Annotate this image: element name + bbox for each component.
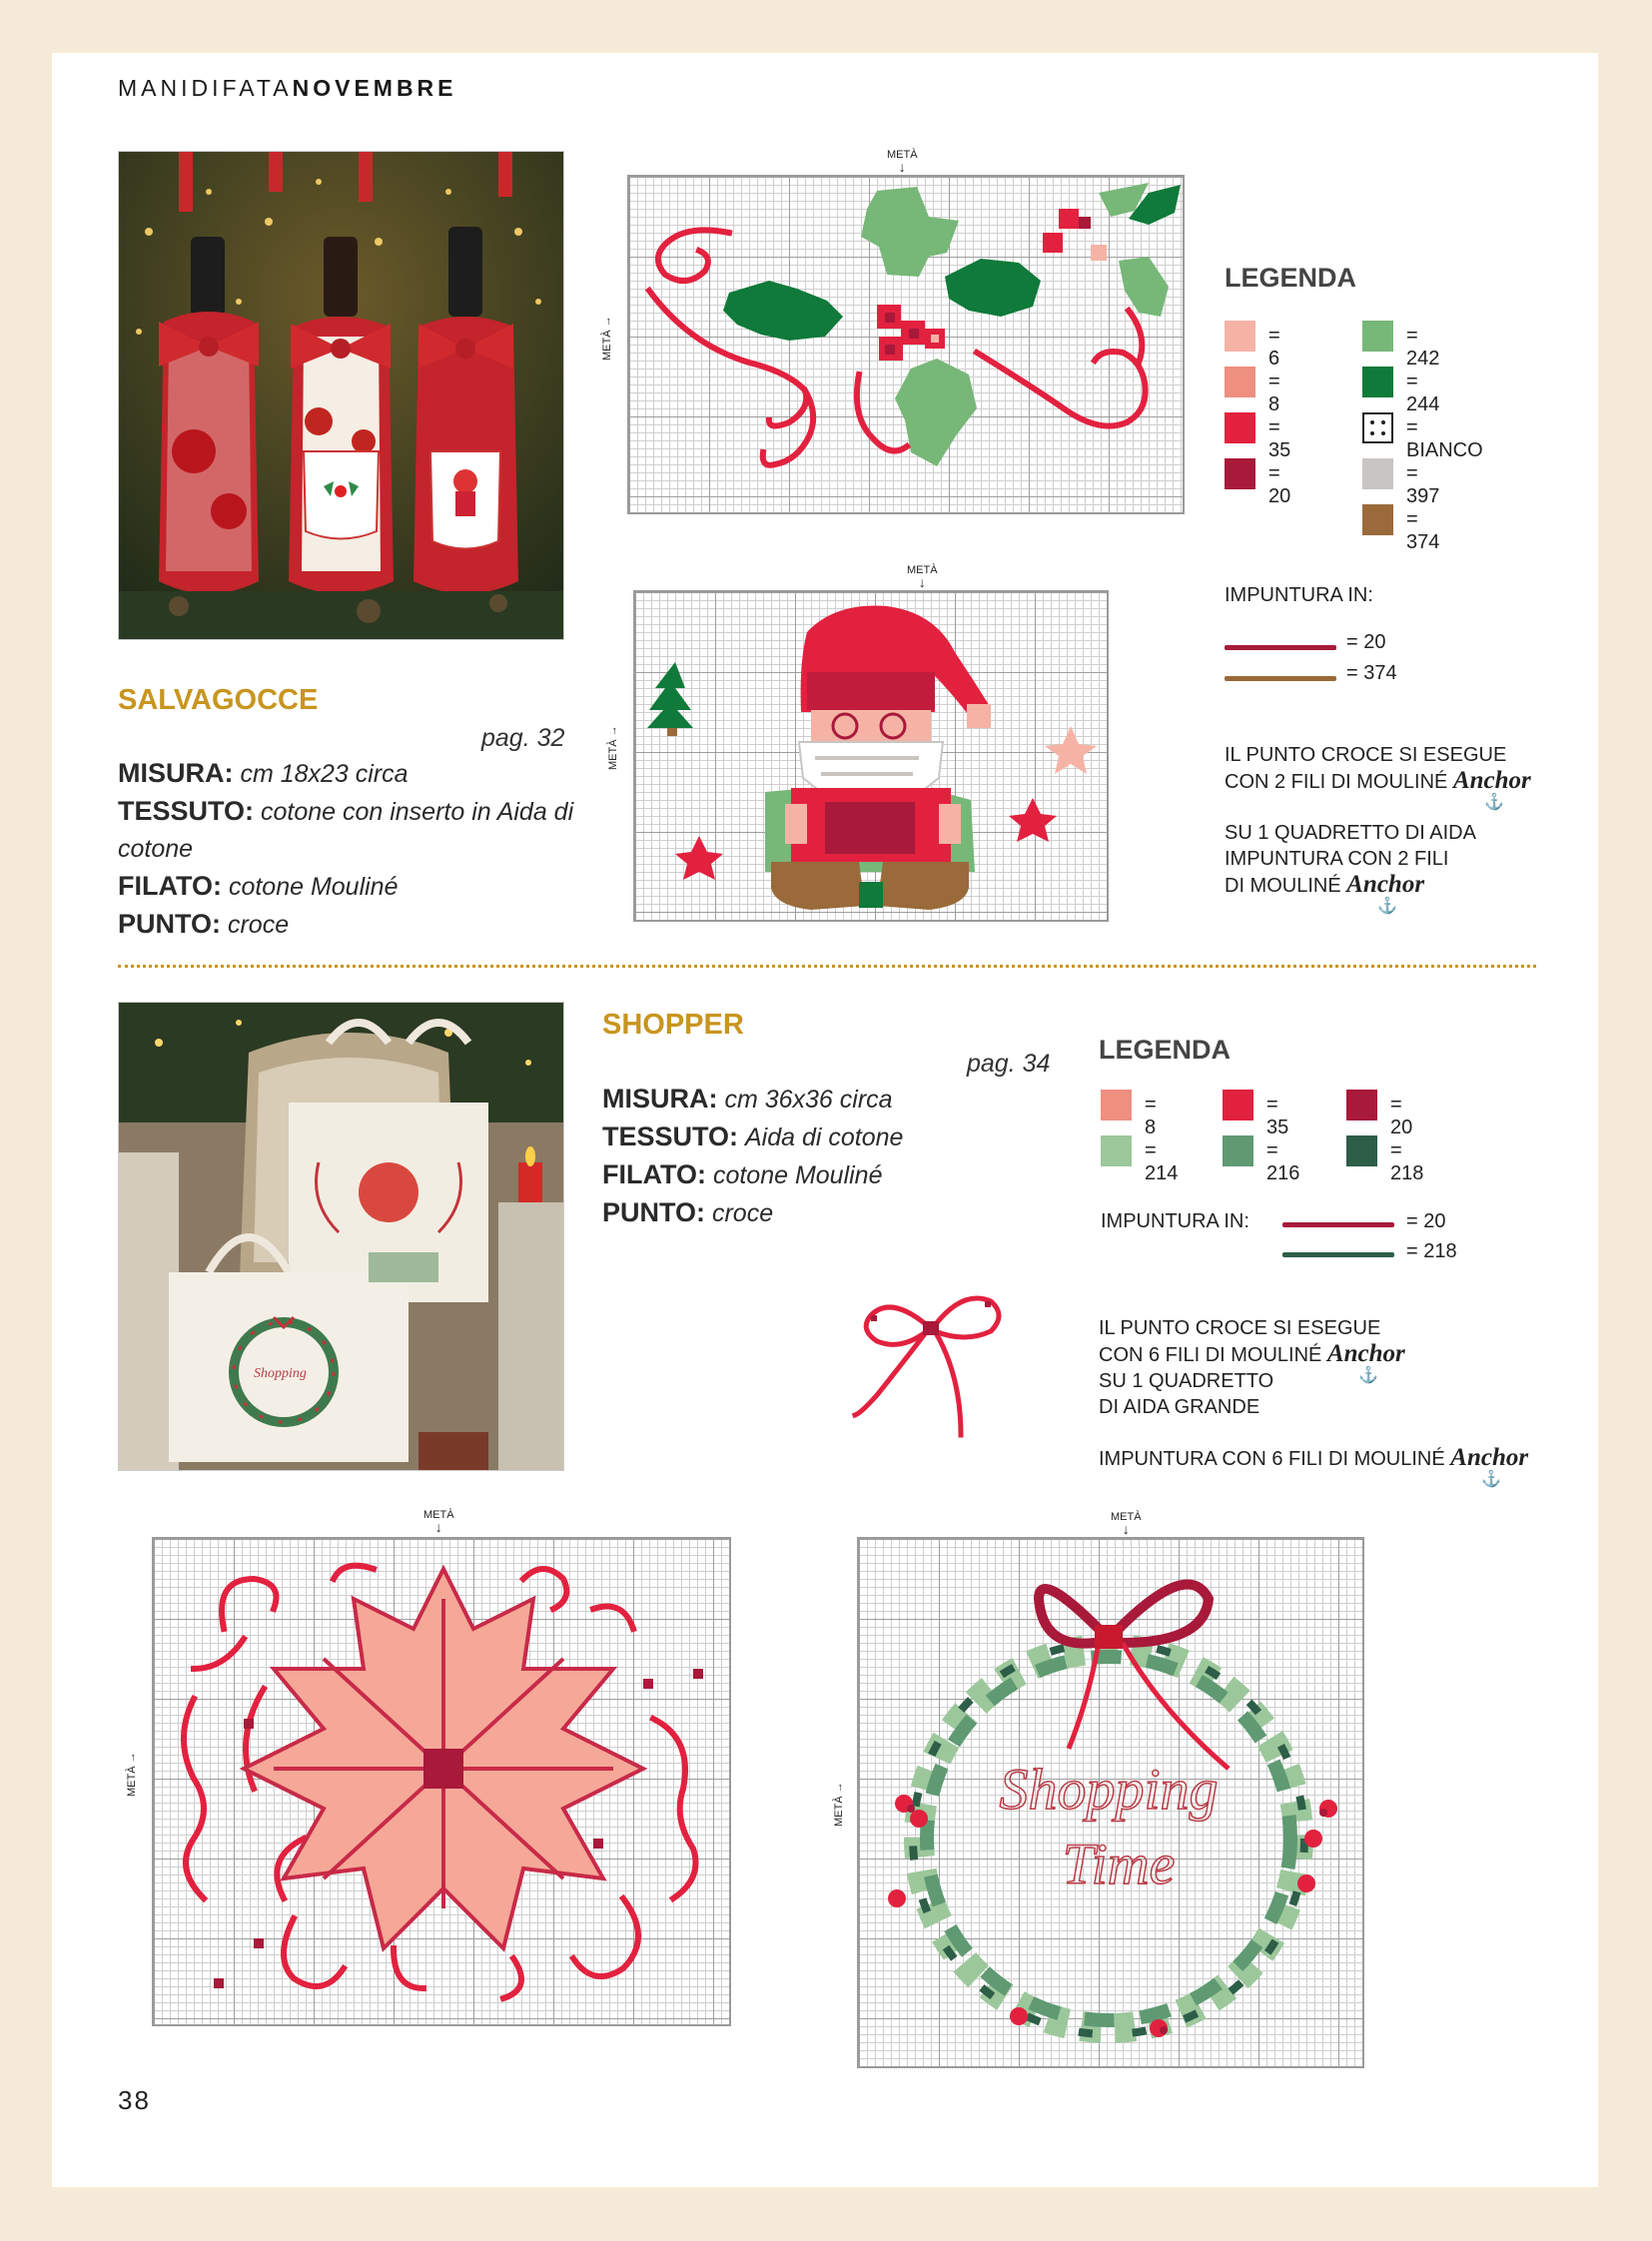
page-number: 38: [118, 2085, 151, 2115]
poinsettia-chart: [152, 1537, 731, 2026]
legend-swatch-label: = 35: [1268, 416, 1291, 461]
legend2-line-218: [1282, 1252, 1394, 1257]
legend-swatch: [1101, 1090, 1132, 1120]
bow-motif: [851, 1285, 1021, 1445]
shopper-title: SHOPPER: [602, 1009, 744, 1041]
salvagocce-title: SALVAGOCCE: [118, 684, 319, 716]
legend-swatch-label: = 242: [1406, 325, 1440, 370]
wreath-text-time: Time: [1062, 1832, 1176, 1896]
holly-chart: [627, 175, 1185, 514]
legend-swatch-label: = 20: [1390, 1094, 1413, 1138]
legend-swatch-label: = 8: [1268, 371, 1280, 415]
tessuto-label-2: TESSUTO:: [602, 1121, 739, 1151]
magazine-name: MANIDIFATA: [118, 75, 293, 101]
meta-marker-side: METÀ →: [601, 316, 613, 361]
legend2-note1: IL PUNTO CROCE SI ESEGUE CON 6 FILI DI MOULINÉ Anchor ⚓ SU 1 QUADRETTO DI AIDA GRANDE: [1099, 1317, 1405, 1418]
wreath-chart: [857, 1537, 1364, 2068]
legend1-line-374-label: = 374: [1346, 662, 1397, 684]
anchor-logo-3: Anchor ⚓: [1326, 1340, 1405, 1384]
legend1-line-20: [1225, 645, 1336, 650]
legend-swatch-label: = 6: [1268, 325, 1280, 370]
punto-value-2: croce: [711, 1199, 774, 1227]
section-divider: [118, 965, 1536, 968]
legend-swatch: [1362, 412, 1393, 443]
legend-swatch: [1225, 412, 1255, 443]
tessuto-label: TESSUTO:: [118, 796, 255, 826]
legend2-line-218-label: = 218: [1406, 1240, 1457, 1262]
misura-value: cm 18x23 circa: [240, 760, 409, 788]
meta-marker-top-4: METÀ ↓: [1111, 1511, 1142, 1537]
legend-swatch: [1223, 1090, 1253, 1120]
legend-swatch: [1346, 1090, 1377, 1120]
legend2-impuntura-label: IMPUNTURA IN:: [1101, 1210, 1249, 1232]
legend-swatch: [1362, 321, 1393, 352]
legend-swatch-label: = 374: [1406, 508, 1440, 553]
punto-label-2: PUNTO:: [602, 1197, 706, 1227]
legend-swatch: [1362, 504, 1393, 535]
misura-label: MISURA:: [118, 758, 234, 788]
anchor-logo: Anchor ⚓: [1452, 767, 1531, 811]
legend2-title: LEGENDA: [1099, 1035, 1232, 1065]
anchor-logo-4: Anchor ⚓: [1450, 1444, 1529, 1488]
legend2-note2: IMPUNTURA CON 6 FILI DI MOULINÉ Anchor ⚓: [1099, 1444, 1529, 1488]
filato-label-2: FILATO:: [602, 1159, 706, 1189]
tessuto-value: cotone con inserto in Aida di cotone: [118, 798, 574, 863]
meta-marker-side-2: METÀ →: [607, 725, 619, 770]
punto-label: PUNTO:: [118, 909, 222, 939]
punto-value: croce: [227, 911, 290, 939]
legend2-line-20: [1282, 1222, 1394, 1227]
legend2-line-20-label: = 20: [1406, 1210, 1446, 1232]
legend-swatch: [1362, 458, 1393, 489]
meta-marker-top-2: METÀ ↓: [907, 564, 938, 590]
meta-marker-side-4: METÀ →: [833, 1782, 845, 1827]
shopper-specs: [602, 1081, 962, 1232]
legend-swatch-label: = BIANCO: [1406, 416, 1483, 461]
legend1-title: LEGENDA: [1225, 263, 1357, 293]
legend-swatch: [1225, 321, 1255, 352]
legend-swatch: [1225, 458, 1255, 489]
svg-text:Shopping: Shopping: [254, 1366, 307, 1381]
legend-swatch-label: = 35: [1266, 1094, 1289, 1138]
legend-swatch: [1225, 367, 1255, 397]
anchor-logo-2: Anchor ⚓: [1346, 871, 1425, 915]
filato-value-2: cotone Mouliné: [712, 1161, 883, 1189]
legend-swatch-label: = 8: [1145, 1094, 1157, 1138]
legend-swatch-label: = 218: [1390, 1139, 1424, 1184]
legend1-note2: SU 1 QUADRETTO DI AIDA IMPUNTURA CON 2 FILI DI MOULINÉ Anchor ⚓: [1225, 822, 1476, 915]
legend-swatch: [1346, 1135, 1377, 1166]
tessuto-value-2: Aida di cotone: [744, 1123, 904, 1151]
legend-swatch-label: = 20: [1268, 462, 1291, 507]
misura-label-2: MISURA:: [602, 1084, 718, 1114]
shopper-photo: [118, 1002, 564, 1471]
legend-swatch-label: = 244: [1406, 371, 1440, 415]
filato-value: cotone Mouliné: [228, 873, 399, 901]
salvagocce-photo: [118, 151, 564, 640]
issue-month: NOVEMBRE: [292, 75, 457, 101]
legend1-line-374: [1225, 676, 1336, 681]
misura-value-2: cm 36x36 circa: [724, 1086, 893, 1114]
magazine-header: [118, 75, 457, 102]
salvagocce-specs: [118, 755, 582, 944]
meta-marker-side-3: METÀ →: [126, 1752, 138, 1797]
legend1-line-20-label: = 20: [1346, 631, 1386, 653]
wreath-text-shopping: Shopping: [999, 1757, 1219, 1822]
legend1-impuntura-label: IMPUNTURA IN:: [1225, 584, 1373, 606]
legend-swatch: [1362, 367, 1393, 397]
legend-swatch-label: = 397: [1406, 462, 1440, 507]
meta-marker-top: METÀ ↓: [887, 149, 918, 175]
filato-label: FILATO:: [118, 871, 222, 901]
legend-swatch-label: = 216: [1266, 1139, 1300, 1184]
legend1-note1: IL PUNTO CROCE SI ESEGUE CON 2 FILI DI MOULINÉ Anchor ⚓: [1225, 744, 1531, 811]
gnome-chart: [633, 590, 1109, 922]
shopper-page-ref: pag. 34: [967, 1050, 1051, 1078]
legend-swatch: [1223, 1135, 1253, 1166]
legend-swatch: [1101, 1135, 1132, 1166]
legend-swatch-label: = 214: [1145, 1139, 1179, 1184]
salvagocce-page-ref: pag. 32: [481, 724, 565, 752]
meta-marker-top-3: METÀ ↓: [423, 1509, 454, 1535]
